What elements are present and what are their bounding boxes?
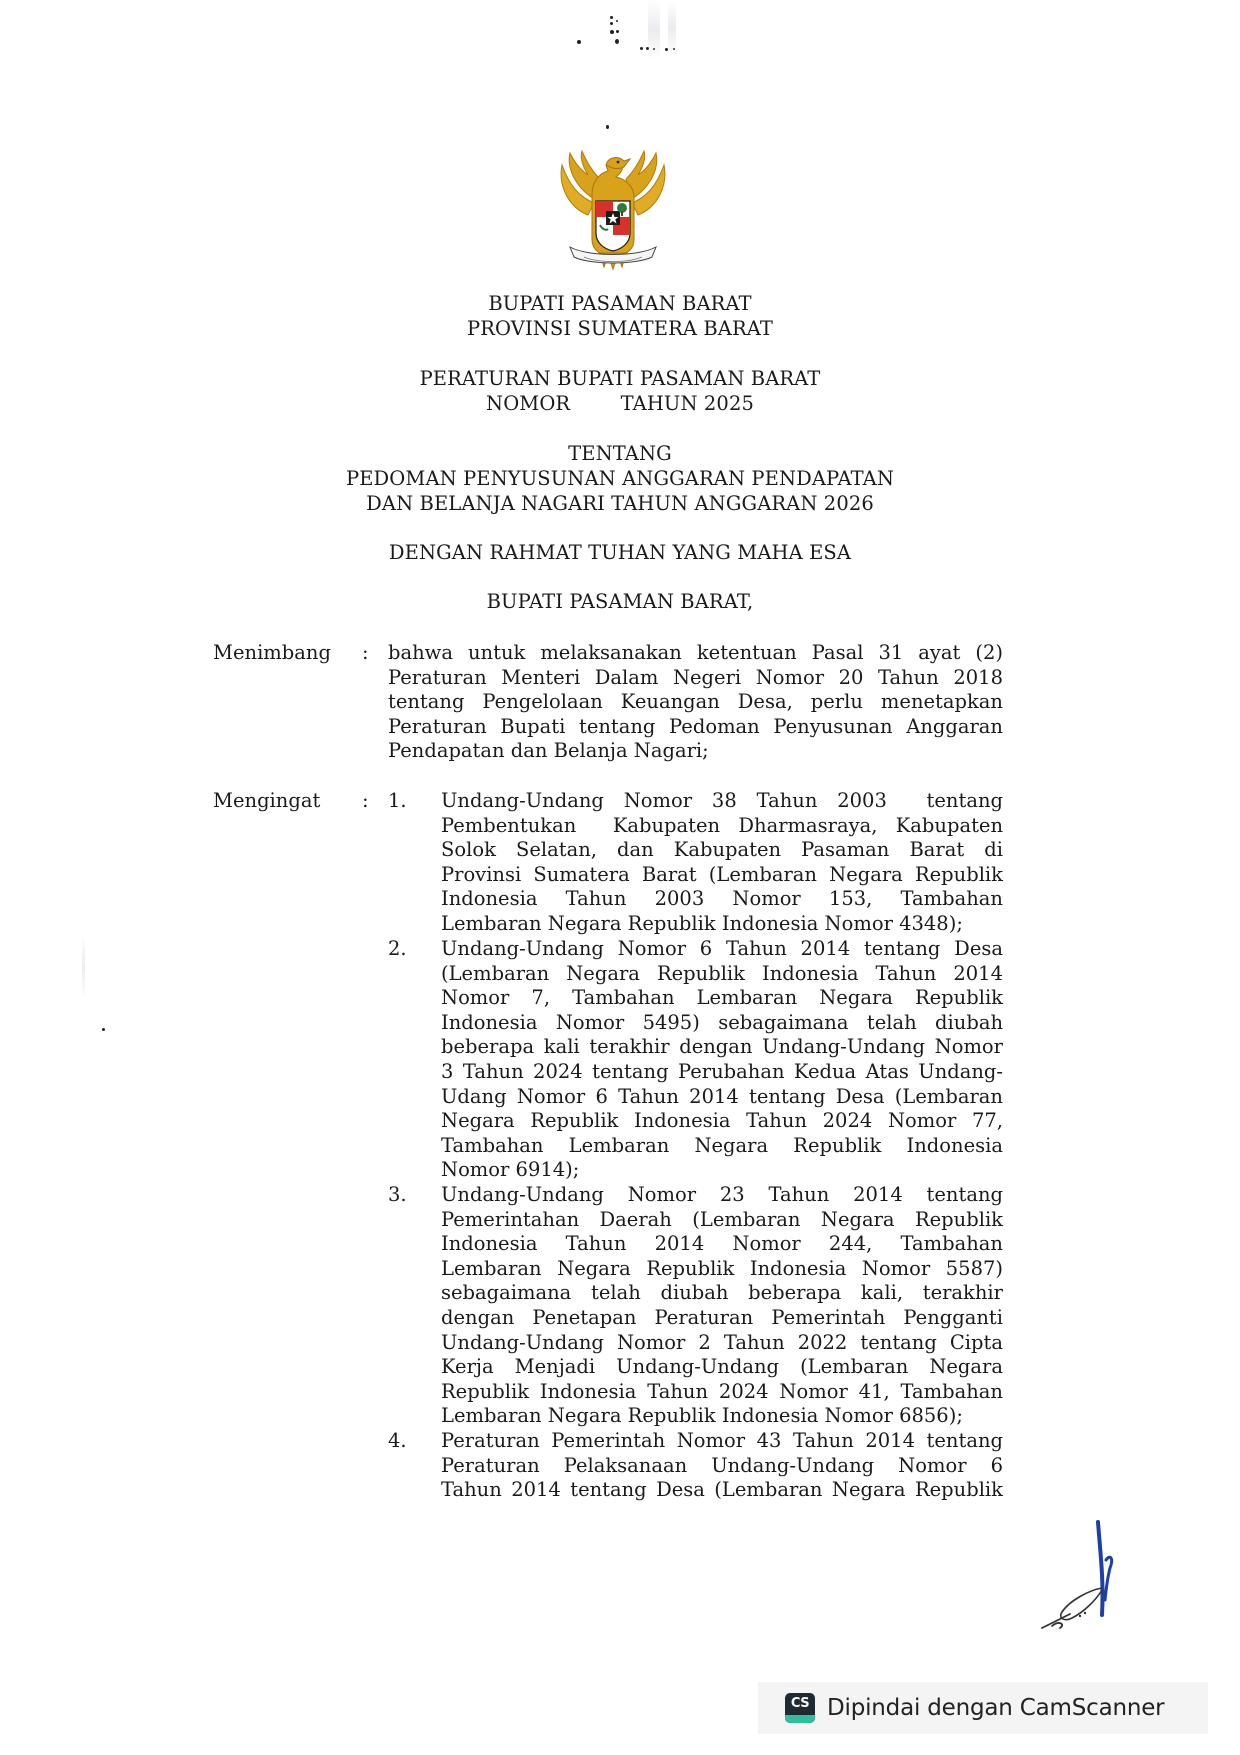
text-line: Undang-Undang Nomor 38 Tahun 2003 tentang — [441, 789, 1003, 812]
mengingat-item-3 — [441, 1183, 1003, 1429]
camscanner-logo-icon: CS — [785, 1693, 815, 1723]
text-line: 3 Tahun 2024 tentang Perubahan Kedua Atas Undang- — [441, 1059, 1003, 1083]
text-line: Indonesia Tahun 2014 Nomor 244, Tambahan — [441, 1232, 1003, 1256]
garuda-emblem-icon — [548, 145, 678, 280]
list-number: 4. — [388, 1429, 407, 1452]
scan-shadow — [648, 0, 660, 60]
mengingat-item-1 — [441, 789, 1003, 937]
about-label: TENTANG — [568, 442, 672, 465]
text-line: Nomor 6914); — [441, 1158, 580, 1182]
text-line: Lembaran Negara Republik Indonesia Nomor 6856); — [441, 1404, 963, 1428]
subject-line-1: PEDOMAN PENYUSUNAN ANGGARAN PENDAPATAN — [346, 467, 894, 490]
scan-shadow — [668, 0, 676, 55]
mengingat-item-2 — [441, 937, 1003, 1183]
text-line: bahwa untuk melaksanakan ketentuan Pasal 31 ayat (2) — [388, 641, 1003, 664]
scan-dot — [102, 1028, 105, 1031]
regulation-number: NOMOR TAHUN 2025 — [486, 392, 754, 415]
text-line: tentang Pengelolaan Keuangan Desa, perlu menetapkan — [388, 690, 1003, 714]
text-line: dengan Penetapan Peraturan Pemerintah Pengganti — [441, 1305, 1003, 1329]
menimbang-colon: : — [362, 641, 369, 664]
text-line: Negara Republik Indonesia Tahun 2024 Nomor 77, — [441, 1109, 1003, 1133]
text-line: Peraturan Menteri Dalam Negeri Nomor 20 Tahun 2018 — [388, 665, 1003, 689]
camscanner-watermark — [758, 1682, 1208, 1734]
text-line: Indonesia Tahun 2003 Nomor 153, Tambahan — [441, 887, 1003, 911]
regent-heading: BUPATI PASAMAN BARAT — [488, 292, 752, 315]
text-line: Peraturan Bupati tentang Pedoman Penyusunan Anggaran — [388, 714, 1003, 738]
regulation-title: PERATURAN BUPATI PASAMAN BARAT — [419, 367, 821, 390]
text-line: Provinsi Sumatera Barat (Lembaran Negara Republik — [441, 862, 1003, 886]
scan-margin-line — [82, 935, 85, 1000]
subject-line-2: DAN BELANJA NAGARI TAHUN ANGGARAN 2026 — [366, 492, 874, 515]
text-line: Tahun 2014 tentang Desa (Lembaran Negara Republik — [441, 1478, 1003, 1502]
text-line: Undang-Undang Nomor 2 Tahun 2022 tentang Cipta — [441, 1330, 1003, 1354]
text-line: Nomor 7, Tambahan Lembaran Negara Republik — [441, 986, 1003, 1010]
menimbang-text — [388, 641, 1003, 764]
signatory-heading: BUPATI PASAMAN BARAT, — [486, 590, 754, 613]
signature-mark-icon — [1030, 1520, 1140, 1640]
mengingat-item-4 — [441, 1429, 1003, 1503]
scan-artifact-marks — [560, 12, 700, 52]
text-line: Peraturan Pelaksanaan Undang-Undang Nomor 6 — [441, 1453, 1003, 1477]
text-line: Republik Indonesia Tahun 2024 Nomor 41, Tambahan — [441, 1379, 1003, 1403]
scan-dot — [606, 125, 609, 129]
text-line: Lembaran Negara Republik Indonesia Nomor 5587) — [441, 1256, 1003, 1280]
text-line: Undang-Undang Nomor 6 Tahun 2014 tentang Desa — [441, 937, 1003, 960]
list-number: 2. — [388, 937, 407, 960]
text-line: Udang Nomor 6 Tahun 2014 tentang Desa (Lembaran — [441, 1084, 1003, 1108]
text-line: beberapa kali terakhir dengan Undang-Undang Nomor — [441, 1035, 1003, 1059]
list-number: 3. — [388, 1183, 407, 1206]
text-line: Pembentukan Kabupaten Dharmasraya, Kabupaten — [441, 813, 1003, 837]
mengingat-colon: : — [362, 789, 369, 812]
text-line: Solok Selatan, dan Kabupaten Pasaman Barat di — [441, 838, 1003, 862]
text-line: sebagaimana telah diubah beberapa kali, terakhir — [441, 1281, 1003, 1305]
text-line: Pemerintahan Daerah (Lembaran Negara Republik — [441, 1207, 1003, 1231]
province-heading: PROVINSI SUMATERA BARAT — [467, 317, 773, 340]
text-line: (Lembaran Negara Republik Indonesia Tahun 2014 — [441, 961, 1003, 985]
text-line: Kerja Menjadi Undang-Undang (Lembaran Negara — [441, 1355, 1003, 1379]
text-line: Tambahan Lembaran Negara Republik Indonesia — [441, 1133, 1003, 1157]
menimbang-label: Menimbang — [213, 641, 331, 664]
text-line: Pendapatan dan Belanja Nagari; — [388, 739, 709, 763]
text-line: Undang-Undang Nomor 23 Tahun 2014 tentang — [441, 1183, 1003, 1206]
invocation: DENGAN RAHMAT TUHAN YANG MAHA ESA — [388, 541, 852, 564]
camscanner-text: Dipindai dengan CamScanner — [827, 1695, 1165, 1721]
text-line: Indonesia Nomor 5495) sebagaimana telah diubah — [441, 1010, 1003, 1034]
text-line: Peraturan Pemerintah Nomor 43 Tahun 2014 tentang — [441, 1429, 1003, 1452]
list-number: 1. — [388, 789, 407, 812]
mengingat-label: Mengingat — [213, 789, 321, 812]
text-line: Lembaran Negara Republik Indonesia Nomor 4348); — [441, 911, 963, 935]
